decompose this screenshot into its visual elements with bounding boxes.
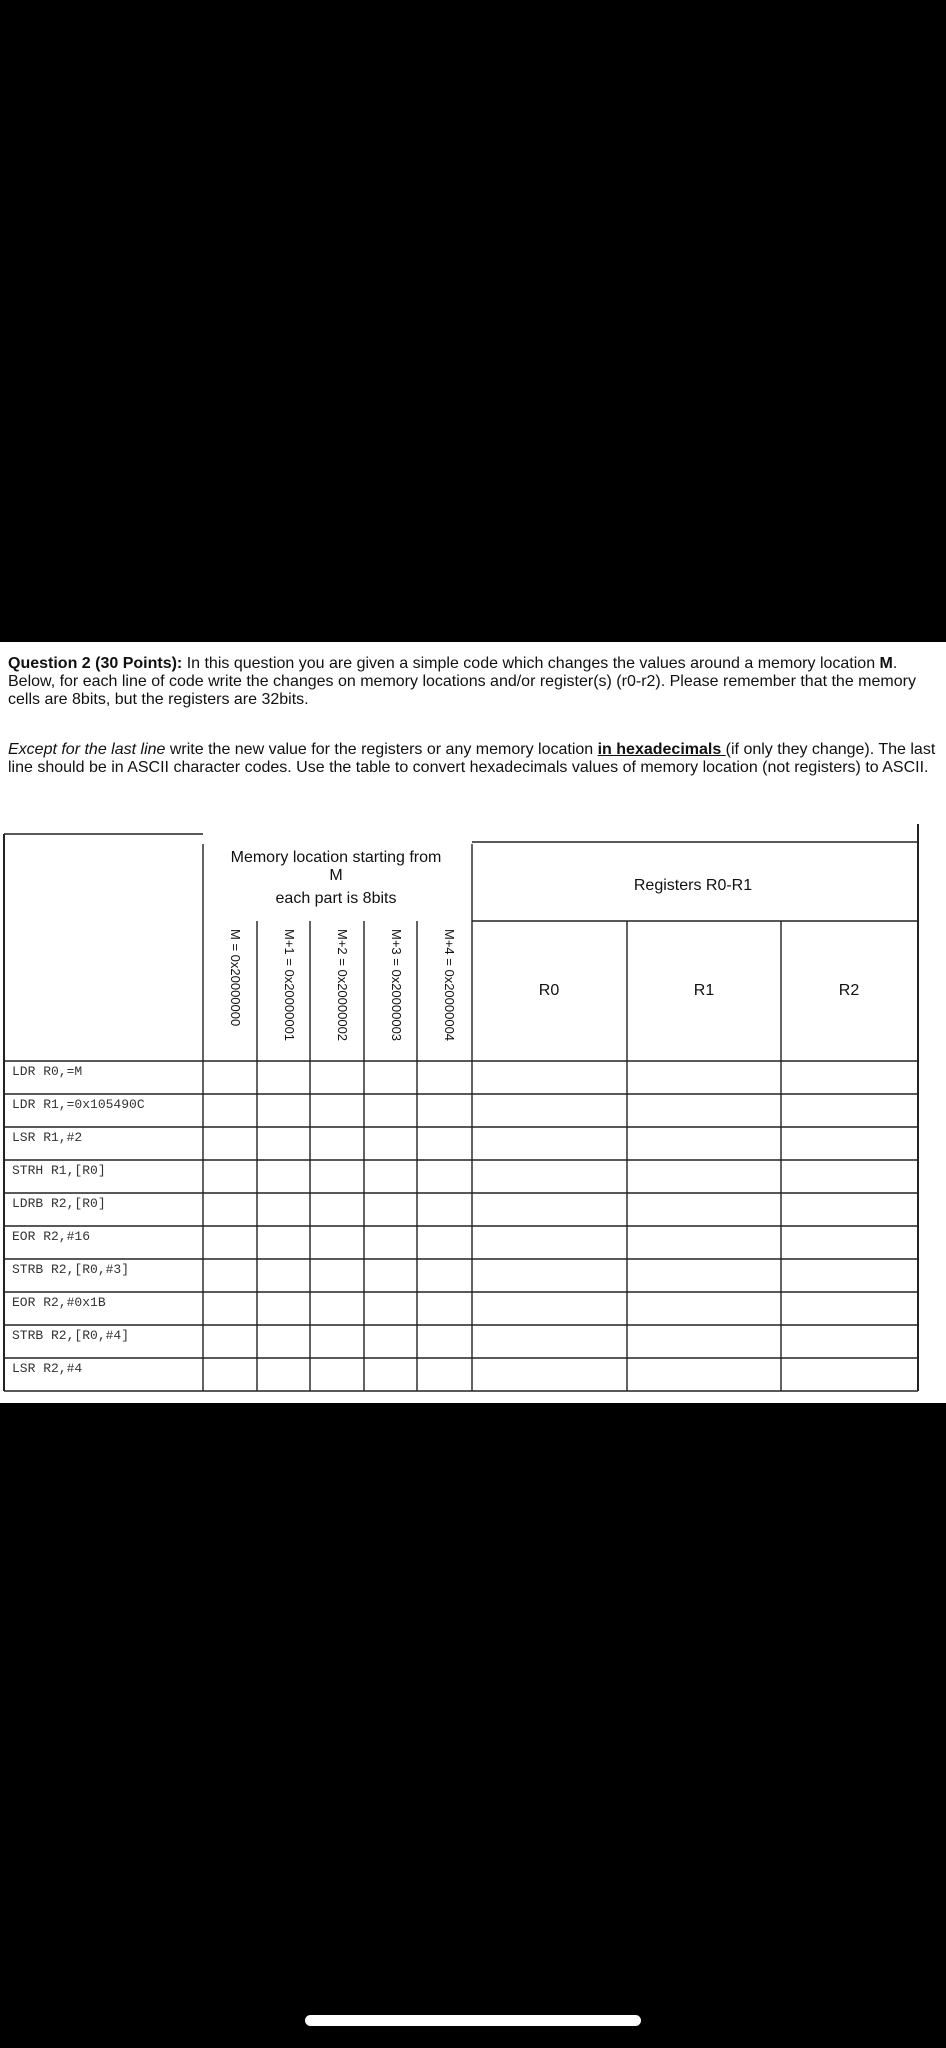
answer-cell[interactable] <box>628 1128 780 1159</box>
code-line-3: LSR R1,#2 <box>12 1130 83 1145</box>
answer-cell[interactable] <box>628 1227 780 1258</box>
answer-cell[interactable] <box>473 1161 626 1192</box>
code-line-6: EOR R2,#16 <box>12 1229 91 1244</box>
answer-cell[interactable] <box>418 1227 471 1258</box>
answer-cell[interactable] <box>628 1326 780 1357</box>
answer-cell[interactable] <box>628 1359 780 1390</box>
answer-cell[interactable] <box>311 1128 363 1159</box>
code-line-8: EOR R2,#0x1B <box>12 1295 106 1310</box>
answer-cell[interactable] <box>628 1161 780 1192</box>
memory-col-m4: M+4 = 0x20000004 <box>442 929 457 1042</box>
answer-cell[interactable] <box>473 1293 626 1324</box>
question-intro: In this question you are given a simple code which changes the values around a memory location <box>182 655 880 672</box>
answer-cell[interactable] <box>311 1326 363 1357</box>
answer-cell[interactable] <box>204 1326 256 1357</box>
answer-cell[interactable] <box>418 1161 471 1192</box>
answer-cell[interactable] <box>258 1161 309 1192</box>
answer-cell[interactable] <box>311 1194 363 1225</box>
answer-cell[interactable] <box>204 1359 256 1390</box>
answer-cell[interactable] <box>258 1326 309 1357</box>
answer-cell[interactable] <box>782 1293 917 1324</box>
question-title: Question 2 (30 Points): <box>8 655 183 672</box>
answer-cell[interactable] <box>365 1359 416 1390</box>
answer-cell[interactable] <box>418 1260 471 1291</box>
answer-cell[interactable] <box>473 1062 626 1093</box>
answer-cell[interactable] <box>782 1062 917 1093</box>
answer-cell[interactable] <box>418 1293 471 1324</box>
answer-cell[interactable] <box>782 1095 917 1126</box>
code-line-2: LDR R1,=0x105490C <box>12 1097 145 1112</box>
answer-cell[interactable] <box>204 1161 256 1192</box>
answer-cell[interactable] <box>782 1359 917 1390</box>
code-line-10: LSR R2,#4 <box>12 1361 83 1376</box>
answer-cell[interactable] <box>365 1326 416 1357</box>
register-col-r1: R1 <box>693 982 715 999</box>
answer-cell[interactable] <box>473 1095 626 1126</box>
memory-col-m2: M+2 = 0x20000002 <box>335 929 350 1042</box>
answer-cell[interactable] <box>311 1260 363 1291</box>
answer-cell[interactable] <box>311 1095 363 1126</box>
answer-cell[interactable] <box>473 1227 626 1258</box>
instructions-italic: Except for the last line <box>8 741 166 758</box>
answer-cell[interactable] <box>782 1128 917 1159</box>
answer-cell[interactable] <box>258 1128 309 1159</box>
code-line-4: STRH R1,[R0] <box>12 1163 106 1178</box>
answer-cell[interactable] <box>204 1260 256 1291</box>
answer-cell[interactable] <box>311 1359 363 1390</box>
instructions-text-a: write the new value for the registers or any memory location <box>165 741 598 758</box>
register-col-r0: R0 <box>538 982 560 999</box>
memory-header-line-1: Memory location starting from <box>230 849 442 866</box>
answer-cell[interactable] <box>204 1095 256 1126</box>
answer-cell[interactable] <box>365 1194 416 1225</box>
answer-cell[interactable] <box>628 1293 780 1324</box>
answer-cell[interactable] <box>782 1194 917 1225</box>
answer-cell[interactable] <box>365 1062 416 1093</box>
answer-cell[interactable] <box>473 1260 626 1291</box>
answer-cell[interactable] <box>258 1194 309 1225</box>
answer-cell[interactable] <box>204 1293 256 1324</box>
answer-cell[interactable] <box>418 1095 471 1126</box>
answer-cell[interactable] <box>418 1326 471 1357</box>
answer-cell[interactable] <box>311 1293 363 1324</box>
code-line-5: LDRB R2,[R0] <box>12 1196 106 1211</box>
code-line-9: STRB R2,[R0,#4] <box>12 1328 130 1343</box>
answer-cell[interactable] <box>258 1293 309 1324</box>
answer-cell[interactable] <box>365 1260 416 1291</box>
answer-cell[interactable] <box>365 1128 416 1159</box>
answer-cell[interactable] <box>782 1227 917 1258</box>
answer-cell[interactable] <box>418 1359 471 1390</box>
instructions-emphasis: in hexadecimals <box>597 741 726 758</box>
memory-col-m3: M+3 = 0x20000003 <box>389 929 404 1042</box>
answer-cell[interactable] <box>782 1161 917 1192</box>
answer-cell[interactable] <box>204 1227 256 1258</box>
answer-cell[interactable] <box>204 1062 256 1093</box>
answer-cell[interactable] <box>258 1095 309 1126</box>
answer-table <box>0 642 946 1403</box>
answer-cell[interactable] <box>311 1227 363 1258</box>
answer-cell[interactable] <box>365 1161 416 1192</box>
memory-header-line-2: M <box>329 867 343 884</box>
answer-cell[interactable] <box>258 1359 309 1390</box>
registers-header: Registers R0-R1 <box>633 877 753 894</box>
home-indicator[interactable] <box>305 2015 641 2026</box>
answer-cell[interactable] <box>418 1128 471 1159</box>
question-document <box>0 642 946 1403</box>
answer-cell[interactable] <box>782 1326 917 1357</box>
answer-cell[interactable] <box>418 1062 471 1093</box>
instructions-text-b: (if only they change). The last line should be in ASCII character codes. Use the table to convert hexadecimals values of memory location (not registers) to ASCII. <box>8 741 936 776</box>
answer-cell[interactable] <box>365 1293 416 1324</box>
register-col-r2: R2 <box>838 982 860 999</box>
answer-cell[interactable] <box>365 1095 416 1126</box>
answer-cell[interactable] <box>418 1194 471 1225</box>
answer-cell[interactable] <box>365 1227 416 1258</box>
answer-cell[interactable] <box>204 1194 256 1225</box>
memory-col-m1: M+1 = 0x20000001 <box>282 929 297 1042</box>
answer-cell[interactable] <box>628 1062 780 1093</box>
answer-cell[interactable] <box>258 1260 309 1291</box>
code-line-7: STRB R2,[R0,#3] <box>12 1262 130 1277</box>
answer-cell[interactable] <box>473 1194 626 1225</box>
code-line-1: LDR R0,=M <box>12 1064 83 1079</box>
answer-cell[interactable] <box>311 1062 363 1093</box>
answer-cell[interactable] <box>628 1260 780 1291</box>
answer-cell[interactable] <box>311 1161 363 1192</box>
answer-cell[interactable] <box>204 1128 256 1159</box>
memory-symbol: M <box>879 655 893 672</box>
answer-cell[interactable] <box>473 1326 626 1357</box>
question-intro-rest: . Below, for each line of code write the changes on memory locations and/or register(s) (r0-r2). Please remember that the memory cells are 8bits, but the registers are 32bits. <box>8 655 916 708</box>
answer-cell[interactable] <box>628 1194 780 1225</box>
answer-cell[interactable] <box>782 1260 917 1291</box>
answer-cell[interactable] <box>473 1359 626 1390</box>
answer-cell[interactable] <box>258 1062 309 1093</box>
memory-col-m: M = 0x20000000 <box>228 929 243 1027</box>
answer-cell[interactable] <box>628 1095 780 1126</box>
memory-header-line-3: each part is 8bits <box>275 890 397 907</box>
answer-cell[interactable] <box>258 1227 309 1258</box>
answer-cell[interactable] <box>473 1128 626 1159</box>
